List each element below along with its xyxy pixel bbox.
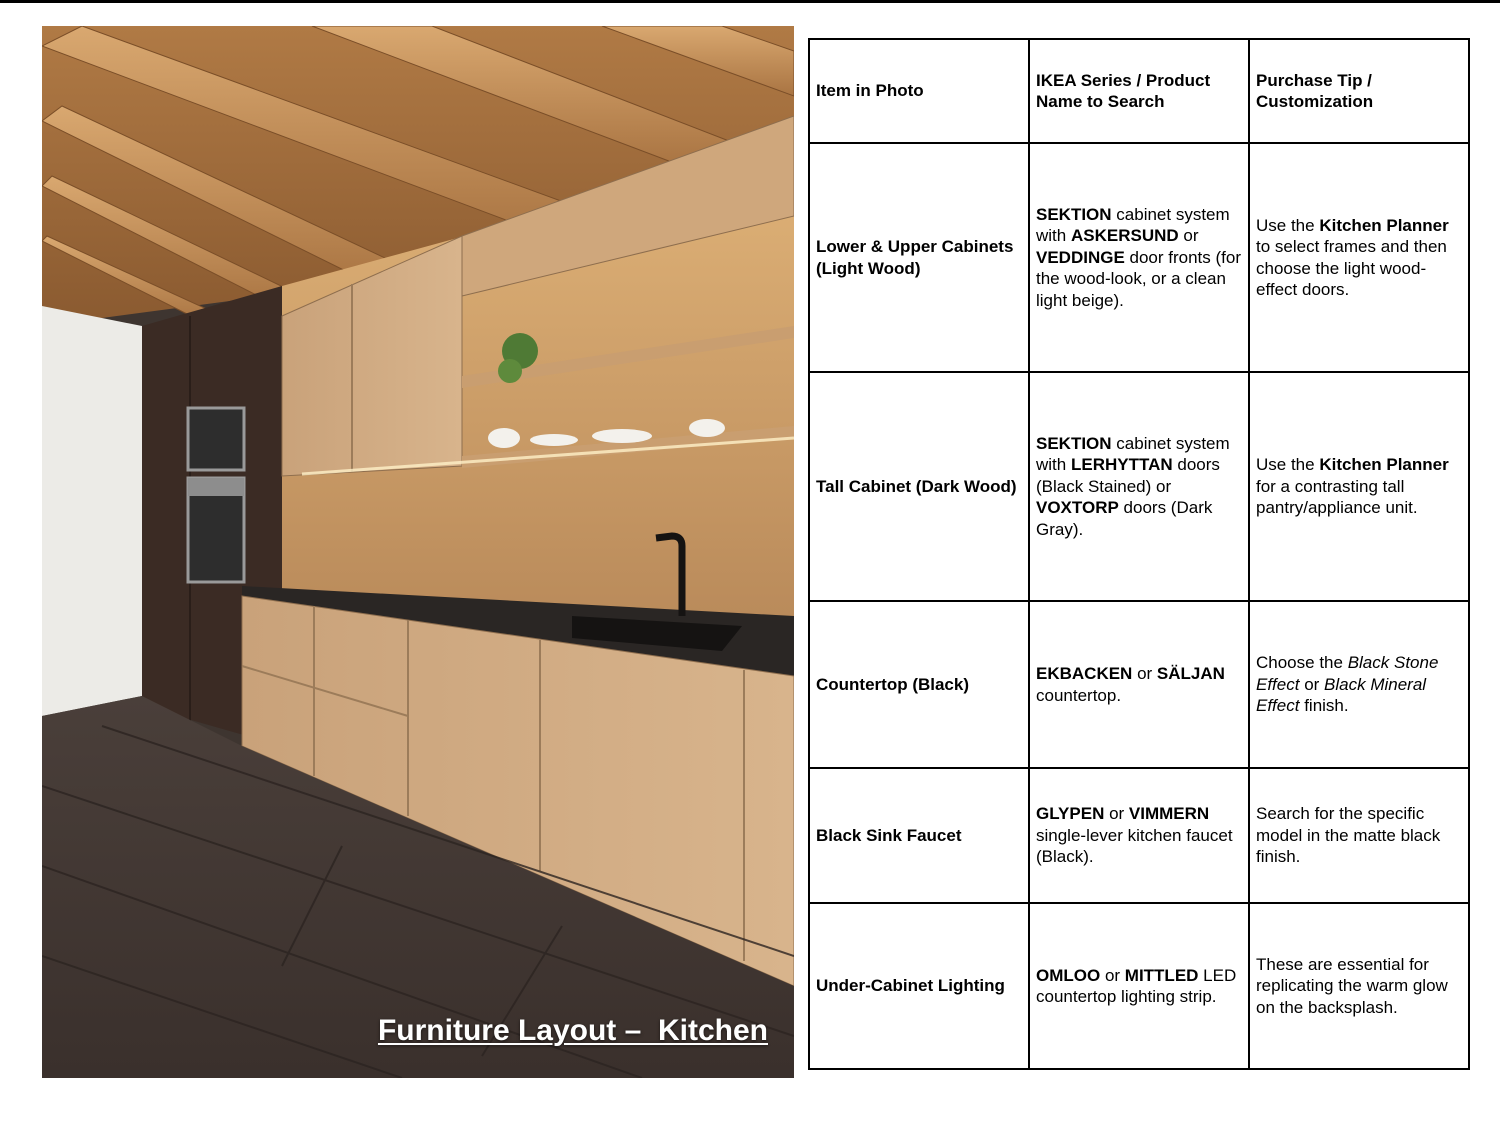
- row-tip: These are essential for replicating the warm glow on the backsplash.: [1249, 903, 1469, 1069]
- table-row: [809, 903, 1469, 1069]
- row-tip: Use the Kitchen Planner for a contrasting tall pantry/appliance unit.: [1249, 372, 1469, 601]
- table-row: [809, 768, 1469, 903]
- header-product: IKEA Series / Product Name to Search: [1029, 39, 1249, 143]
- row-item: Black Sink Faucet: [809, 768, 1029, 903]
- row-product: SEKTION cabinet system with ASKERSUND or VEDDINGE door fronts (for the wood-look, or a clean light beige).: [1029, 143, 1249, 372]
- header-item: Item in Photo: [809, 39, 1029, 143]
- top-border-line: [0, 0, 1500, 3]
- row-tip: Choose the Black Stone Effect or Black Mineral Effect finish.: [1249, 601, 1469, 768]
- row-item: Countertop (Black): [809, 601, 1029, 768]
- row-tip: Use the Kitchen Planner to select frames and then choose the light wood-effect doors.: [1249, 143, 1469, 372]
- row-product: GLYPEN or VIMMERN single-lever kitchen faucet (Black).: [1029, 768, 1249, 903]
- row-item: Lower & Upper Cabinets (Light Wood): [809, 143, 1029, 372]
- row-product: OMLOO or MITTLED LED countertop lighting strip.: [1029, 903, 1249, 1069]
- kitchen-illustration: [42, 26, 794, 1078]
- row-tip: Search for the specific model in the matte black finish.: [1249, 768, 1469, 903]
- table-row: [809, 372, 1469, 601]
- table-row: [809, 601, 1469, 768]
- kitchen-photo: [42, 26, 794, 1078]
- row-item: Tall Cabinet (Dark Wood): [809, 372, 1029, 601]
- photo-caption: Furniture Layout – Kitchen: [377, 1014, 768, 1047]
- table-row: [809, 143, 1469, 372]
- row-product: SEKTION cabinet system with LERHYTTAN doors (Black Stained) or VOXTORP doors (Dark Gray).: [1029, 372, 1249, 601]
- row-item: Under-Cabinet Lighting: [809, 903, 1029, 1069]
- row-product: EKBACKEN or SÄLJAN countertop.: [1029, 601, 1249, 768]
- product-table: [808, 38, 1470, 1070]
- header-tip: Purchase Tip / Customization: [1249, 39, 1469, 143]
- table-header-row: [809, 39, 1469, 143]
